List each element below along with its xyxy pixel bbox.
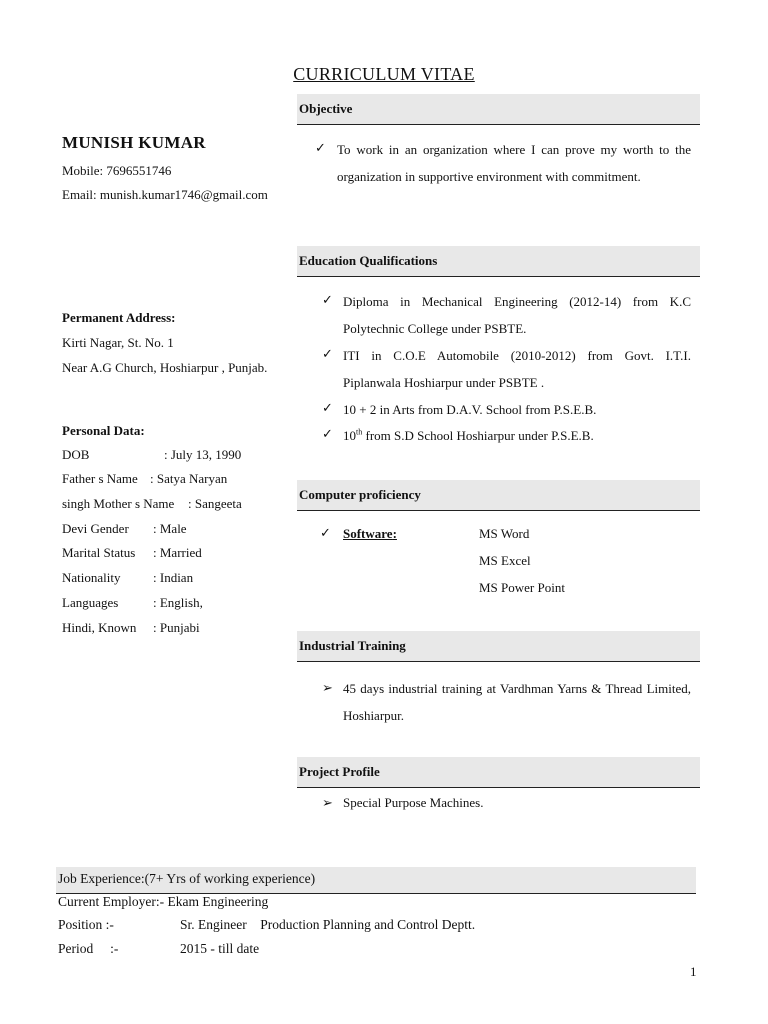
job-experience-heading: Job Experience:(7+ Yrs of working experience) [58,871,316,886]
personal-value: : July 13, 1990 [164,447,242,462]
project-section-header [297,757,700,788]
project-heading: Project Profile [299,764,380,779]
page-number: 1 [690,964,697,979]
address-line-1: Kirti Nagar, St. No. 1 [62,335,174,350]
candidate-name: MUNISH KUMAR [62,133,206,152]
personal-value: : Satya Naryan [150,471,228,486]
personal-row [62,447,242,463]
period-value: 2015 - till date [180,941,260,956]
personal-label: Devi Gender [62,521,129,536]
education-item: ITI in C.O.E Automobile (2010-2012) from Govt. I.T.I. Piplanwala Hoshiarpur under PSBTE . [343,348,691,390]
personal-label: Father s Name [62,471,138,486]
personal-data-heading: Personal Data: [62,423,145,438]
position-label: Position :- [58,917,114,932]
software-item: MS Excel [479,553,531,568]
period-row [58,941,260,957]
personal-value: : Indian [153,570,194,585]
objective-text: To work in an organization where I can prove my worth to the organization in supportive environment with commitment. [337,142,691,184]
personal-value: : Sangeeta [188,496,242,511]
education-item: 10th from S.D School Hoshiarpur under P.S.E.B. [343,427,594,443]
training-heading: Industrial Training [299,638,406,653]
check-icon: ✓ [322,292,333,307]
current-employer: Current Employer:- Ekam Engineering [58,894,269,909]
personal-label: Nationality [62,570,121,585]
address-line-2: Near A.G Church, Hoshiarpur , Punjab. [62,360,268,375]
computer-section-header [297,480,700,511]
software-label: Software: [343,526,397,541]
personal-row [62,620,200,636]
personal-row [62,545,202,561]
check-icon: ✓ [322,400,333,415]
personal-row [62,496,242,512]
address-heading: Permanent Address: [62,310,176,325]
objective-heading: Objective [299,101,353,116]
project-text: Special Purpose Machines. [343,795,484,810]
personal-value: : Punjabi [153,620,200,635]
arrow-bullet-icon: ➢ [322,795,333,810]
position-row [58,917,476,933]
personal-label: Hindi, Known [62,620,137,635]
job-experience-header [56,867,696,894]
training-text: 45 days industrial training at Vardhman Yarns & Thread Limited, Hoshiarpur. [343,681,691,723]
check-icon: ✓ [320,525,331,540]
software-item: MS Word [479,526,530,541]
personal-label: DOB [62,447,90,462]
personal-row [62,471,228,487]
arrow-bullet-icon: ➢ [322,680,333,695]
personal-label: Languages [62,595,119,610]
check-icon: ✓ [322,346,333,361]
education-item: 10 + 2 in Arts from D.A.V. School from P.S.E.B. [343,402,597,417]
document-title: CURRICULUM VITAE [293,64,475,84]
personal-label: singh Mother s Name [62,496,175,511]
check-icon: ✓ [315,140,326,155]
personal-value: : Male [153,521,187,536]
personal-row [62,595,203,611]
education-item: Diploma in Mechanical Engineering (2012-14) from K.C Polytechnic College under PSBTE. [343,294,691,336]
personal-row [62,521,187,537]
period-label: Period :- [58,941,119,956]
objective-section-header [297,94,700,125]
computer-heading: Computer proficiency [299,487,421,502]
check-icon: ✓ [322,426,333,441]
software-item: MS Power Point [479,580,565,595]
personal-value: : Married [153,545,202,560]
position-value: Sr. Engineer Production Planning and Control Deptt. [180,917,476,932]
education-heading: Education Qualifications [299,253,438,268]
mobile-number: Mobile: 7696551746 [62,163,172,178]
education-section-header [297,246,700,277]
personal-label: Marital Status [62,545,136,560]
personal-row [62,570,194,586]
personal-value: : English, [153,595,203,610]
email-address: Email: munish.kumar1746@gmail.com [62,187,268,202]
training-section-header [297,631,700,662]
